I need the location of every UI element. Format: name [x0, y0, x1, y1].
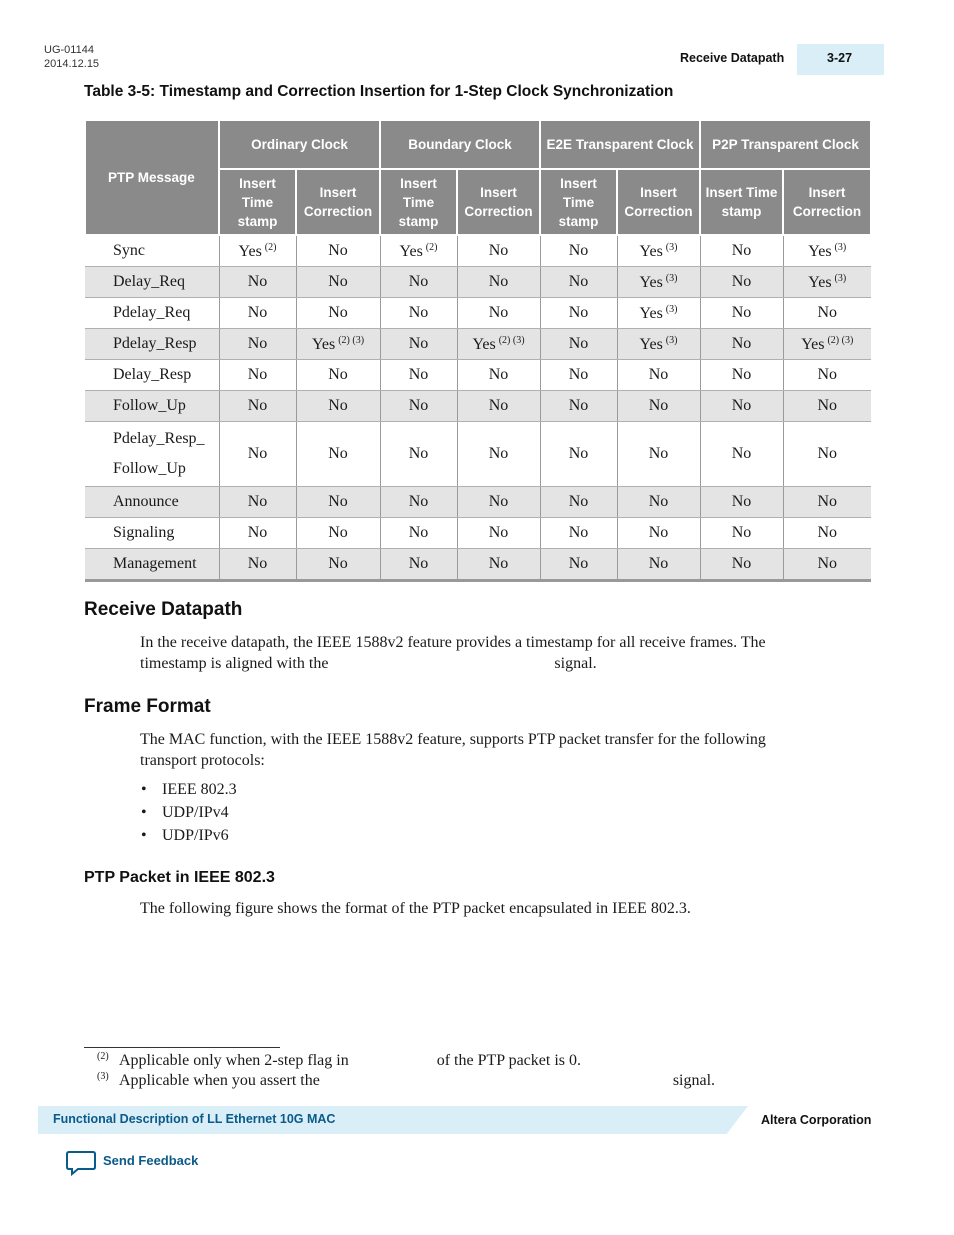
- cell-value: No: [731, 555, 752, 572]
- ptp-packet-paragraph: The following figure shows the format of the PTP packet encapsulated in IEEE 802.3.: [140, 900, 691, 917]
- cell-value: No: [328, 273, 348, 290]
- table-cell: [380, 360, 457, 391]
- cell-value: Yes: [472, 335, 496, 353]
- ptp-message-cell: [85, 487, 219, 518]
- table-cell: [540, 298, 617, 329]
- cell-value: No: [408, 304, 429, 321]
- table-cell: [783, 329, 871, 360]
- cell-value: No: [488, 524, 509, 541]
- table-cell: [700, 518, 783, 549]
- receive-datapath-heading: Receive Datapath: [84, 599, 243, 620]
- table-cell: [380, 487, 457, 518]
- footer-chapter-link[interactable]: Functional Description of LL Ethernet 10G MAC: [53, 1112, 336, 1126]
- cell-value: No: [328, 493, 348, 510]
- table-cell: [700, 391, 783, 422]
- cell-value: Yes: [639, 335, 663, 353]
- cell-value: No: [817, 304, 838, 321]
- cell-value: No: [648, 366, 669, 383]
- cell-value: No: [247, 524, 268, 541]
- table-row: [85, 549, 871, 581]
- table-cell: [457, 391, 540, 422]
- cell-value: No: [731, 366, 752, 383]
- table-cell: [700, 487, 783, 518]
- bullet-text: IEEE 802.3: [162, 781, 237, 798]
- cell-value: No: [488, 273, 509, 290]
- table-cell: [617, 267, 700, 298]
- footnote-ref: (2) (3): [827, 334, 854, 346]
- subheader-cell: Insert Correction: [457, 169, 540, 235]
- ptp-message-text: Follow_Up: [113, 397, 186, 414]
- table-cell: [457, 298, 540, 329]
- table-cell: [783, 235, 871, 267]
- cell-value: No: [247, 335, 268, 352]
- table-cell: [296, 487, 380, 518]
- table-cell: [296, 329, 380, 360]
- subheader-cell: Insert Correction: [617, 169, 700, 235]
- table-cell: [296, 391, 380, 422]
- cell-value: No: [408, 445, 429, 462]
- cell-value: No: [568, 242, 589, 259]
- table-cell: [700, 422, 783, 487]
- table-row: [85, 235, 871, 267]
- table-cell: [380, 329, 457, 360]
- footer-company: Altera Corporation: [761, 1113, 872, 1127]
- table-cell: [380, 422, 457, 487]
- table-cell: [219, 422, 296, 487]
- table-cell: [700, 360, 783, 391]
- table-cell: [380, 235, 457, 267]
- table-cell: [540, 518, 617, 549]
- header-ordinary-clock: Ordinary Clock: [219, 120, 380, 169]
- table-cell: [219, 267, 296, 298]
- cell-value: No: [817, 445, 838, 462]
- frame-line-2: transport protocols:: [140, 751, 265, 769]
- ptp-message-cell: [85, 298, 219, 329]
- table-row: [85, 518, 871, 549]
- table-cell: [617, 360, 700, 391]
- table-cell: [457, 360, 540, 391]
- cell-value: No: [568, 555, 589, 572]
- table-cell: [380, 549, 457, 581]
- cell-value: Yes: [639, 273, 663, 291]
- cell-value: No: [408, 397, 429, 414]
- table-cell: [700, 235, 783, 267]
- table-cell: [219, 549, 296, 581]
- table-cell: [380, 298, 457, 329]
- cell-value: No: [817, 366, 838, 383]
- table-cell: [783, 391, 871, 422]
- frame-line-1: The MAC function, with the IEEE 1588v2 feature, supports PTP packet transfer for the following: [140, 731, 766, 748]
- ptp-message-cell: [85, 235, 219, 267]
- ptp-table: [84, 119, 872, 582]
- ptp-message-text: Pdelay_Resp_: [113, 430, 205, 447]
- ptp-message-text: Management: [113, 555, 197, 572]
- doc-id: [44, 43, 99, 71]
- cell-value: No: [488, 366, 509, 383]
- cell-value: No: [568, 397, 589, 414]
- table-cell: [617, 298, 700, 329]
- cell-value: No: [568, 493, 589, 510]
- ptp-message-text: Delay_Resp: [113, 366, 192, 383]
- header-boundary-clock: Boundary Clock: [380, 120, 540, 169]
- table-cell: [296, 267, 380, 298]
- footnote-2: [97, 1051, 581, 1070]
- cell-value: No: [817, 524, 838, 541]
- subheader-cell: Insert Time stamp: [540, 169, 617, 235]
- table-cell: [700, 267, 783, 298]
- cell-value: No: [408, 524, 429, 541]
- table-cell: [219, 487, 296, 518]
- table-row: [85, 267, 871, 298]
- cell-value: No: [648, 445, 669, 462]
- footnote-text-end: signal.: [672, 1072, 716, 1089]
- receive-line-1: In the receive datapath, the IEEE 1588v2 feature provides a timestamp for all receive frames. The: [140, 634, 766, 651]
- footnote-ref: (3): [665, 272, 678, 284]
- bullet-item: • UDP/IPv4: [141, 804, 229, 821]
- footnote-ref: (3): [665, 241, 678, 253]
- footnote-ref: (3): [665, 334, 678, 346]
- table-cell: [457, 422, 540, 487]
- cell-value: No: [568, 273, 589, 290]
- cell-value: No: [247, 493, 268, 510]
- cell-value: No: [408, 555, 429, 572]
- table-cell: [457, 267, 540, 298]
- table-cell: [617, 391, 700, 422]
- cell-value: Yes: [639, 304, 663, 322]
- table-row: [85, 391, 871, 422]
- receive-line-2-start: timestamp is aligned with the: [140, 654, 329, 672]
- table-cell: [219, 391, 296, 422]
- footnote-ref: (3): [834, 272, 847, 284]
- table-row: [85, 329, 871, 360]
- table-cell: [617, 487, 700, 518]
- cell-value: Yes: [639, 242, 663, 260]
- table-cell: [540, 329, 617, 360]
- ptp-message-text: Pdelay_Req: [113, 304, 191, 321]
- table-cell: [617, 235, 700, 267]
- subheader-cell: Insert Correction: [296, 169, 380, 235]
- table-cell: [380, 391, 457, 422]
- cell-value: No: [328, 445, 348, 462]
- cell-value: No: [568, 366, 589, 383]
- cell-value: No: [247, 445, 268, 462]
- footnote-ref: (2): [425, 241, 438, 253]
- table-cell: [540, 487, 617, 518]
- header-section-title: Receive Datapath: [680, 51, 785, 65]
- footnote-ref: (3): [665, 303, 678, 315]
- table-cell: [380, 267, 457, 298]
- table-cell: [457, 487, 540, 518]
- cell-value: No: [488, 397, 509, 414]
- cell-value: No: [408, 273, 429, 290]
- table-cell: [783, 487, 871, 518]
- table-cell: [540, 235, 617, 267]
- footnote-mark: (3): [97, 1071, 109, 1082]
- table-cell: [617, 422, 700, 487]
- cell-value: Yes: [238, 242, 262, 260]
- cell-value: No: [328, 366, 348, 383]
- cell-value: No: [568, 445, 589, 462]
- cell-value: No: [408, 493, 429, 510]
- table-row: [85, 422, 871, 487]
- subheader-cell: Insert Correction: [783, 169, 871, 235]
- footnote-divider: [84, 1047, 280, 1048]
- table-cell: [296, 360, 380, 391]
- subheader-cell: Insert Time stamp: [219, 169, 296, 235]
- footnote-mark: (2): [97, 1051, 109, 1062]
- table-cell: [783, 267, 871, 298]
- table-cell: [219, 360, 296, 391]
- ptp-message-text: Follow_Up: [113, 460, 186, 477]
- ptp-message-cell: [85, 267, 219, 298]
- table-cell: [457, 329, 540, 360]
- footnote-ref: (2) (3): [338, 334, 365, 346]
- cell-value: No: [408, 335, 429, 352]
- table-cell: [783, 360, 871, 391]
- table-cell: [783, 549, 871, 581]
- cell-value: No: [328, 304, 348, 321]
- header-e2e-transparent-clock: E2E Transparent Clock: [540, 120, 700, 169]
- footnote-ref: (2) (3): [498, 334, 525, 346]
- table-cell: [219, 298, 296, 329]
- table-cell: [700, 549, 783, 581]
- ptp-message-cell: [85, 391, 219, 422]
- cell-value: No: [648, 555, 669, 572]
- footnote-ref: (2): [264, 241, 277, 253]
- cell-value: No: [247, 555, 268, 572]
- table-row: [85, 487, 871, 518]
- footnote-ref: (3): [834, 241, 847, 253]
- bullet-item: • UDP/IPv6: [141, 827, 229, 844]
- cell-value: No: [328, 555, 348, 572]
- ptp-message-text: Announce: [113, 493, 179, 510]
- table-cell: [540, 267, 617, 298]
- table-cell: [617, 329, 700, 360]
- cell-value: No: [731, 273, 752, 290]
- cell-value: No: [648, 493, 669, 510]
- cell-value: No: [488, 304, 509, 321]
- footnote-text-start: Applicable when you assert the: [119, 1072, 320, 1089]
- table-caption: Table 3-5: Timestamp and Correction Insertion for 1-Step Clock Synchronization: [84, 83, 674, 100]
- receive-line-2: [140, 654, 840, 675]
- cell-value: No: [731, 335, 752, 352]
- cell-value: No: [731, 445, 752, 462]
- ptp-message-cell: [85, 422, 219, 487]
- table-cell: [219, 518, 296, 549]
- cell-value: Yes: [311, 335, 336, 353]
- cell-value: Yes: [808, 273, 832, 291]
- table-cell: [296, 422, 380, 487]
- table-cell: [540, 549, 617, 581]
- cell-value: Yes: [801, 335, 825, 353]
- send-feedback-link[interactable]: Send Feedback: [103, 1153, 199, 1168]
- table-cell: [700, 329, 783, 360]
- cell-value: No: [247, 366, 268, 383]
- cell-value: No: [408, 366, 429, 383]
- cell-value: No: [817, 555, 838, 572]
- cell-value: No: [817, 493, 838, 510]
- cell-value: No: [731, 397, 752, 414]
- header-p2p-transparent-clock: P2P Transparent Clock: [700, 120, 871, 169]
- frame-format-paragraph: [140, 730, 840, 771]
- cell-value: No: [568, 524, 589, 541]
- ptp-message-cell: [85, 329, 219, 360]
- cell-value: No: [568, 304, 589, 321]
- footnote-text-end: of the PTP packet is 0.: [436, 1052, 581, 1069]
- table-cell: [457, 518, 540, 549]
- table-row: [85, 360, 871, 391]
- table-cell: [783, 518, 871, 549]
- cell-value: No: [488, 445, 509, 462]
- table-cell: [700, 298, 783, 329]
- bullet-text: UDP/IPv6: [162, 827, 229, 844]
- receive-datapath-paragraph: [140, 633, 840, 674]
- table-cell: [540, 391, 617, 422]
- doc-date: 2014.12.15: [44, 58, 100, 70]
- table-cell: [296, 549, 380, 581]
- ptp-message-text: Signaling: [113, 524, 175, 541]
- header-ptp-message: PTP Message: [85, 120, 219, 235]
- table-row: [85, 298, 871, 329]
- page-number: 3-27: [827, 51, 853, 65]
- table-cell: [457, 235, 540, 267]
- cell-value: No: [731, 493, 752, 510]
- table-cell: [296, 235, 380, 267]
- cell-value: No: [328, 524, 348, 541]
- table-cell: [219, 235, 296, 267]
- cell-value: No: [488, 555, 509, 572]
- table-cell: [540, 360, 617, 391]
- ptp-message-text: Delay_Req: [113, 273, 185, 290]
- ptp-message-cell: [85, 518, 219, 549]
- cell-value: No: [731, 524, 752, 541]
- table-cell: [540, 422, 617, 487]
- cell-value: No: [648, 397, 669, 414]
- page-number-tab: [797, 44, 884, 75]
- cell-value: No: [247, 273, 268, 290]
- table-cell: [783, 298, 871, 329]
- doc-number: UG-01144: [44, 44, 94, 56]
- table-cell: [457, 549, 540, 581]
- cell-value: No: [488, 242, 509, 259]
- footnote-3: [97, 1071, 715, 1090]
- bullet-item: • IEEE 802.3: [141, 781, 237, 798]
- cell-value: No: [568, 335, 589, 352]
- table-cell: [783, 422, 871, 487]
- cell-value: No: [731, 242, 752, 259]
- subheader-cell: Insert Time stamp: [700, 169, 783, 235]
- cell-value: Yes: [399, 242, 423, 260]
- table-cell: [296, 518, 380, 549]
- cell-value: No: [247, 397, 268, 414]
- table-cell: [296, 298, 380, 329]
- frame-format-heading: Frame Format: [84, 696, 211, 717]
- cell-value: No: [488, 493, 509, 510]
- table-cell: [617, 518, 700, 549]
- cell-value: Yes: [808, 242, 832, 260]
- ptp-packet-heading: PTP Packet in IEEE 802.3: [84, 869, 275, 886]
- cell-value: No: [731, 304, 752, 321]
- table-cell: [219, 329, 296, 360]
- receive-line-2-end: signal.: [554, 654, 597, 672]
- cell-value: No: [247, 304, 268, 321]
- ptp-message-cell: [85, 549, 219, 581]
- ptp-message-cell: [85, 360, 219, 391]
- cell-value: No: [328, 242, 348, 259]
- cell-value: No: [648, 524, 669, 541]
- table-cell: [380, 518, 457, 549]
- feedback-icon[interactable]: [66, 1150, 96, 1176]
- table-cell: [617, 549, 700, 581]
- subheader-cell: Insert Time stamp: [380, 169, 457, 235]
- footnote-text-start: Applicable only when 2-step flag in: [119, 1052, 349, 1069]
- ptp-message-text: Pdelay_Resp: [113, 335, 197, 352]
- ptp-message-text: Sync: [113, 242, 145, 259]
- cell-value: No: [328, 397, 348, 414]
- bullet-text: UDP/IPv4: [162, 804, 229, 821]
- cell-value: No: [817, 397, 838, 414]
